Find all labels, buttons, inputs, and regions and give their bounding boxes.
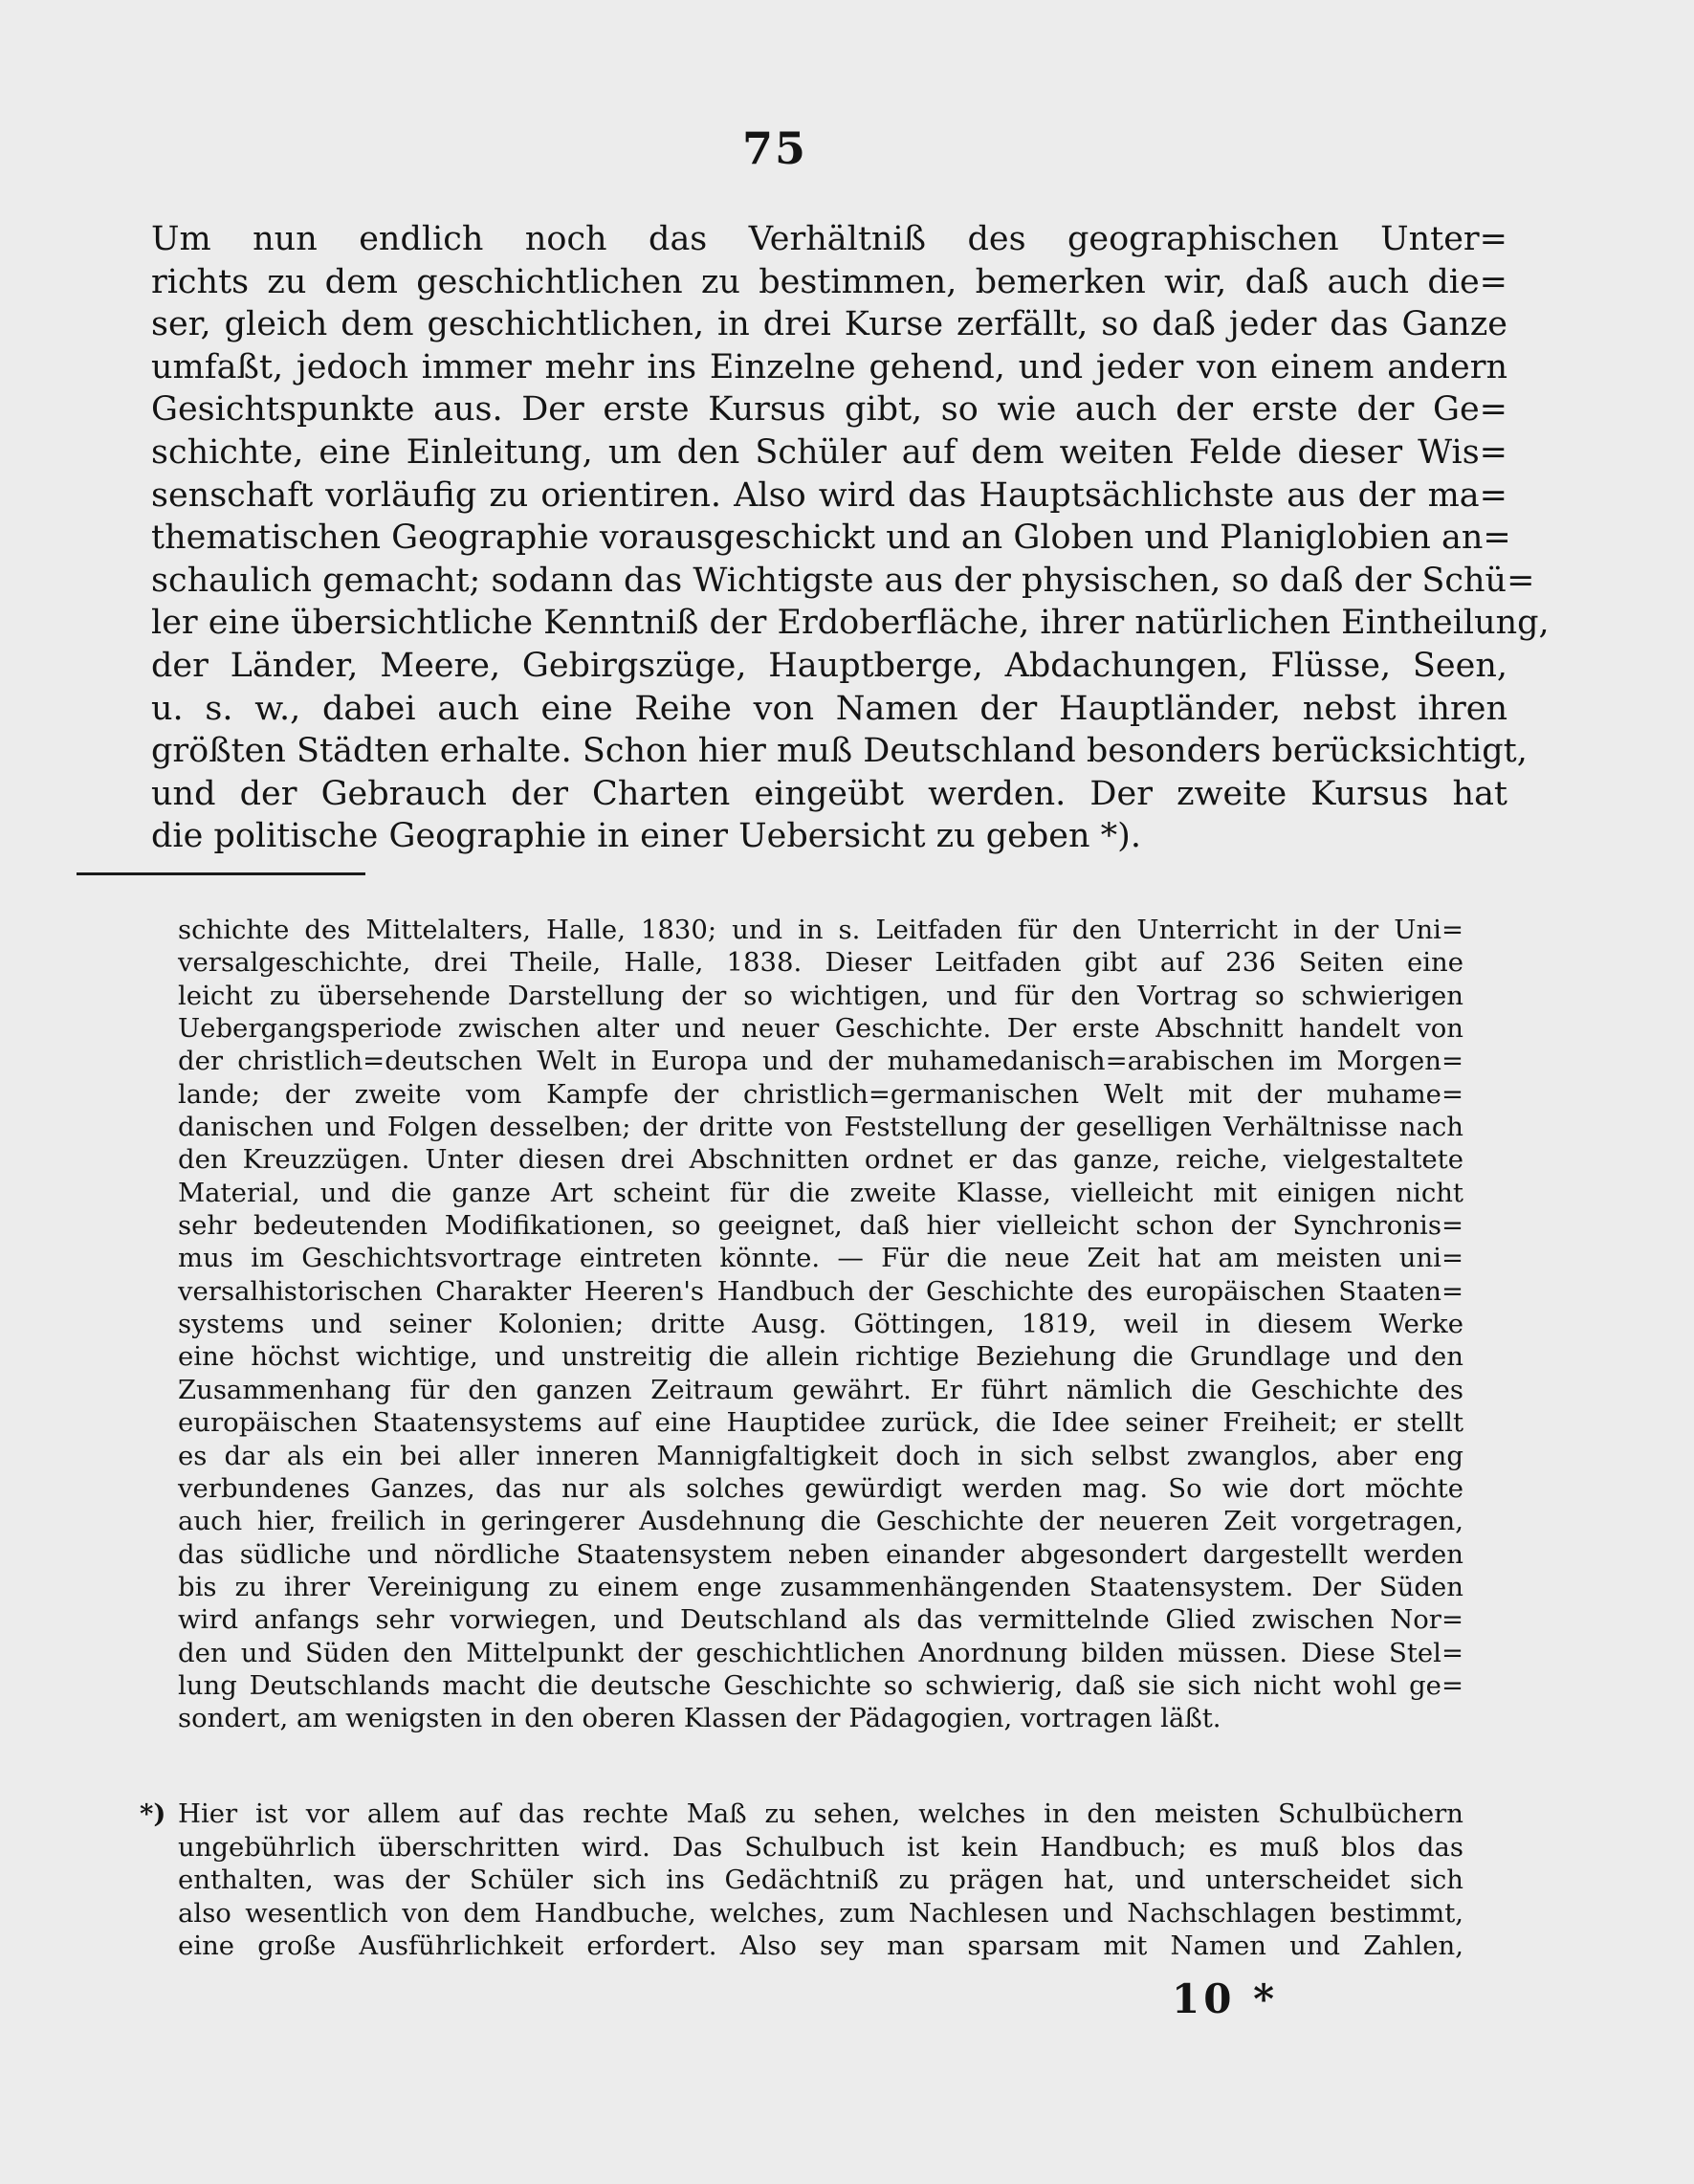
page-number: 75 <box>741 122 807 174</box>
footnote-line: bis zu ihrer Vereinigung zu einem enge zusammenhängenden Staatensystem. Der Süden <box>178 1571 1463 1602</box>
main-line: umfaßt, jedoch immer mehr ins Einzelne gehend, und jeder von einem andern <box>151 347 1507 386</box>
main-line: schaulich gemacht; sodann das Wichtigste aus der physischen, so daß der Schü= <box>151 561 1535 600</box>
signature-mark: 10 * <box>1172 1975 1279 2022</box>
footnote-line: mus im Geschichtsvortrage eintreten könnte. — Für die neue Zeit hat am meisten uni= <box>178 1243 1463 1274</box>
footnote-line: den und Süden den Mittelpunkt der geschichtlichen Anordnung bilden müssen. Diese Stel= <box>178 1637 1463 1668</box>
footnote-line: wird anfangs sehr vorwiegen, und Deutschland als das vermittelnde Glied zwischen Nor= <box>178 1604 1463 1636</box>
footnote-line: ungebührlich überschritten wird. Das Schulbuch ist kein Handbuch; es muß blos das <box>178 1831 1463 1863</box>
footnote-line: europäischen Staatensystems auf eine Hauptidee zurück, die Idee seiner Freiheit; er stellt <box>178 1407 1463 1439</box>
footnote-line: lande; der zweite vom Kampfe der christlich=germanischen Welt mit der muhame= <box>178 1078 1463 1110</box>
footnote-line: eine höchst wichtige, und unstreitig die allein richtige Beziehung die Grundlage und den <box>178 1341 1463 1373</box>
footnote-star <box>178 1798 1463 1963</box>
footnote-line: es dar als ein bei aller inneren Mannigfaltigkeit doch in sich selbst zwanglos, aber eng <box>178 1440 1463 1471</box>
footnote-line: auch hier, freilich in geringerer Ausdehnung die Geschichte der neueren Zeit vorgetragen, <box>178 1506 1463 1537</box>
footnote-line: leicht zu übersehende Darstellung der so wichtigen, und für den Vortrag so schwierigen <box>178 980 1463 1011</box>
main-line: u. s. w., dabei auch eine Reihe von Namen der Hauptländer, nebst ihren <box>151 689 1507 728</box>
main-line: der Länder, Meere, Gebirgszüge, Hauptberge, Abdachungen, Flüsse, Seen, <box>151 646 1507 685</box>
main-line: größten Städten erhalte. Schon hier muß Deutschland besonders berücksichtigt, <box>151 732 1528 771</box>
footnote-line: sondert, am wenigsten in den oberen Klassen der Pädagogien, vortragen läßt. <box>178 1703 1221 1734</box>
footnote-marker: *) <box>140 1798 166 1829</box>
main-line: die politische Geographie in einer Uebersicht zu geben *). <box>151 817 1141 856</box>
main-line: Gesichtspunkte aus. Der erste Kursus gibt, so wie auch der erste der Ge= <box>151 390 1507 430</box>
main-line: und der Gebrauch der Charten eingeübt werden. Der zweite Kursus hat <box>151 774 1507 813</box>
footnote-line: lung Deutschlands macht die deutsche Geschichte so schwierig, daß sie sich nicht wohl ge= <box>178 1669 1463 1701</box>
main-line: schichte, eine Einleitung, um den Schüler auf dem weiten Felde dieser Wis= <box>151 432 1507 472</box>
footnote-line: Uebergangsperiode zwischen alter und neuer Geschichte. Der erste Abschnitt handelt von <box>178 1013 1463 1045</box>
footnote-line: der christlich=deutschen Welt in Europa und der muhamedanisch=arabischen im Morgen= <box>178 1046 1463 1077</box>
footnote-line: systems und seiner Kolonien; dritte Ausg. Göttingen, 1819, weil in diesem Werke <box>178 1309 1463 1340</box>
main-line: ler eine übersichtliche Kenntniß der Erdoberfläche, ihrer natürlichen Eintheilung, <box>151 604 1550 643</box>
footnote-line: sehr bedeutenden Modifikationen, so geeignet, daß hier vielleicht schon der Synchronis= <box>178 1210 1463 1242</box>
footnote-line: verbundenes Ganzes, das nur als solches gewürdigt werden mag. So wie dort möchte <box>178 1472 1463 1504</box>
footnote-line: Zusammenhang für den ganzen Zeitraum gewährt. Er führt nämlich die Geschichte des <box>178 1374 1463 1405</box>
footnote-line: versalgeschichte, drei Theile, Halle, 1838. Dieser Leitfaden gibt auf 236 Seiten eine <box>178 947 1463 979</box>
footnote-continued <box>178 914 1463 1735</box>
footnote-line: den Kreuzzügen. Unter diesen drei Abschnitten ordnet er das ganze, reiche, vielgestaltete <box>178 1144 1463 1176</box>
footnote-line: versalhistorischen Charakter Heeren's Handbuch der Geschichte des europäischen Staaten= <box>178 1275 1463 1307</box>
footnote-line: Hier ist vor allem auf das rechte Maß zu sehen, welches in den meisten Schulbüchern <box>178 1798 1463 1829</box>
footnote-separator-rule <box>77 872 365 875</box>
footnote-line: schichte des Mittelalters, Halle, 1830; und in s. Leitfaden für den Unterricht in der Uni= <box>178 915 1463 945</box>
footnote-line: Material, und die ganze Art scheint für die zweite Klasse, vielleicht mit einigen nicht <box>178 1177 1463 1208</box>
main-line: thematischen Geographie vorausgeschickt und an Globen und Planiglobien an= <box>151 518 1511 558</box>
main-line: Um nun endlich noch das Verhältniß des geographischen Unter= <box>151 220 1507 258</box>
main-line: richts zu dem geschichtlichen zu bestimmen, bemerken wir, daß auch die= <box>151 262 1507 301</box>
footnote-line: also wesentlich von dem Handbuche, welches, zum Nachlesen und Nachschlagen bestimmt, <box>178 1897 1463 1929</box>
main-paragraph <box>151 218 1550 858</box>
main-line: senschaft vorläufig zu orientiren. Also wird das Hauptsächlichste aus der ma= <box>151 475 1507 515</box>
footnote-line: eine große Ausführlichkeit erfordert. Also sey man sparsam mit Namen und Zahlen, <box>178 1930 1463 1961</box>
footnote-line: enthalten, was der Schüler sich ins Gedächtniß zu prägen hat, und unterscheidet sich <box>178 1864 1463 1895</box>
footnote-line: das südliche und nördliche Staatensystem neben einander abgesondert dargestellt werden <box>178 1538 1463 1570</box>
footnote-line: danischen und Folgen desselben; der dritte von Feststellung der geselligen Verhältnisse nach <box>178 1112 1463 1143</box>
main-line: ser, gleich dem geschichtlichen, in drei Kurse zerfällt, so daß jeder das Ganze <box>151 305 1507 344</box>
